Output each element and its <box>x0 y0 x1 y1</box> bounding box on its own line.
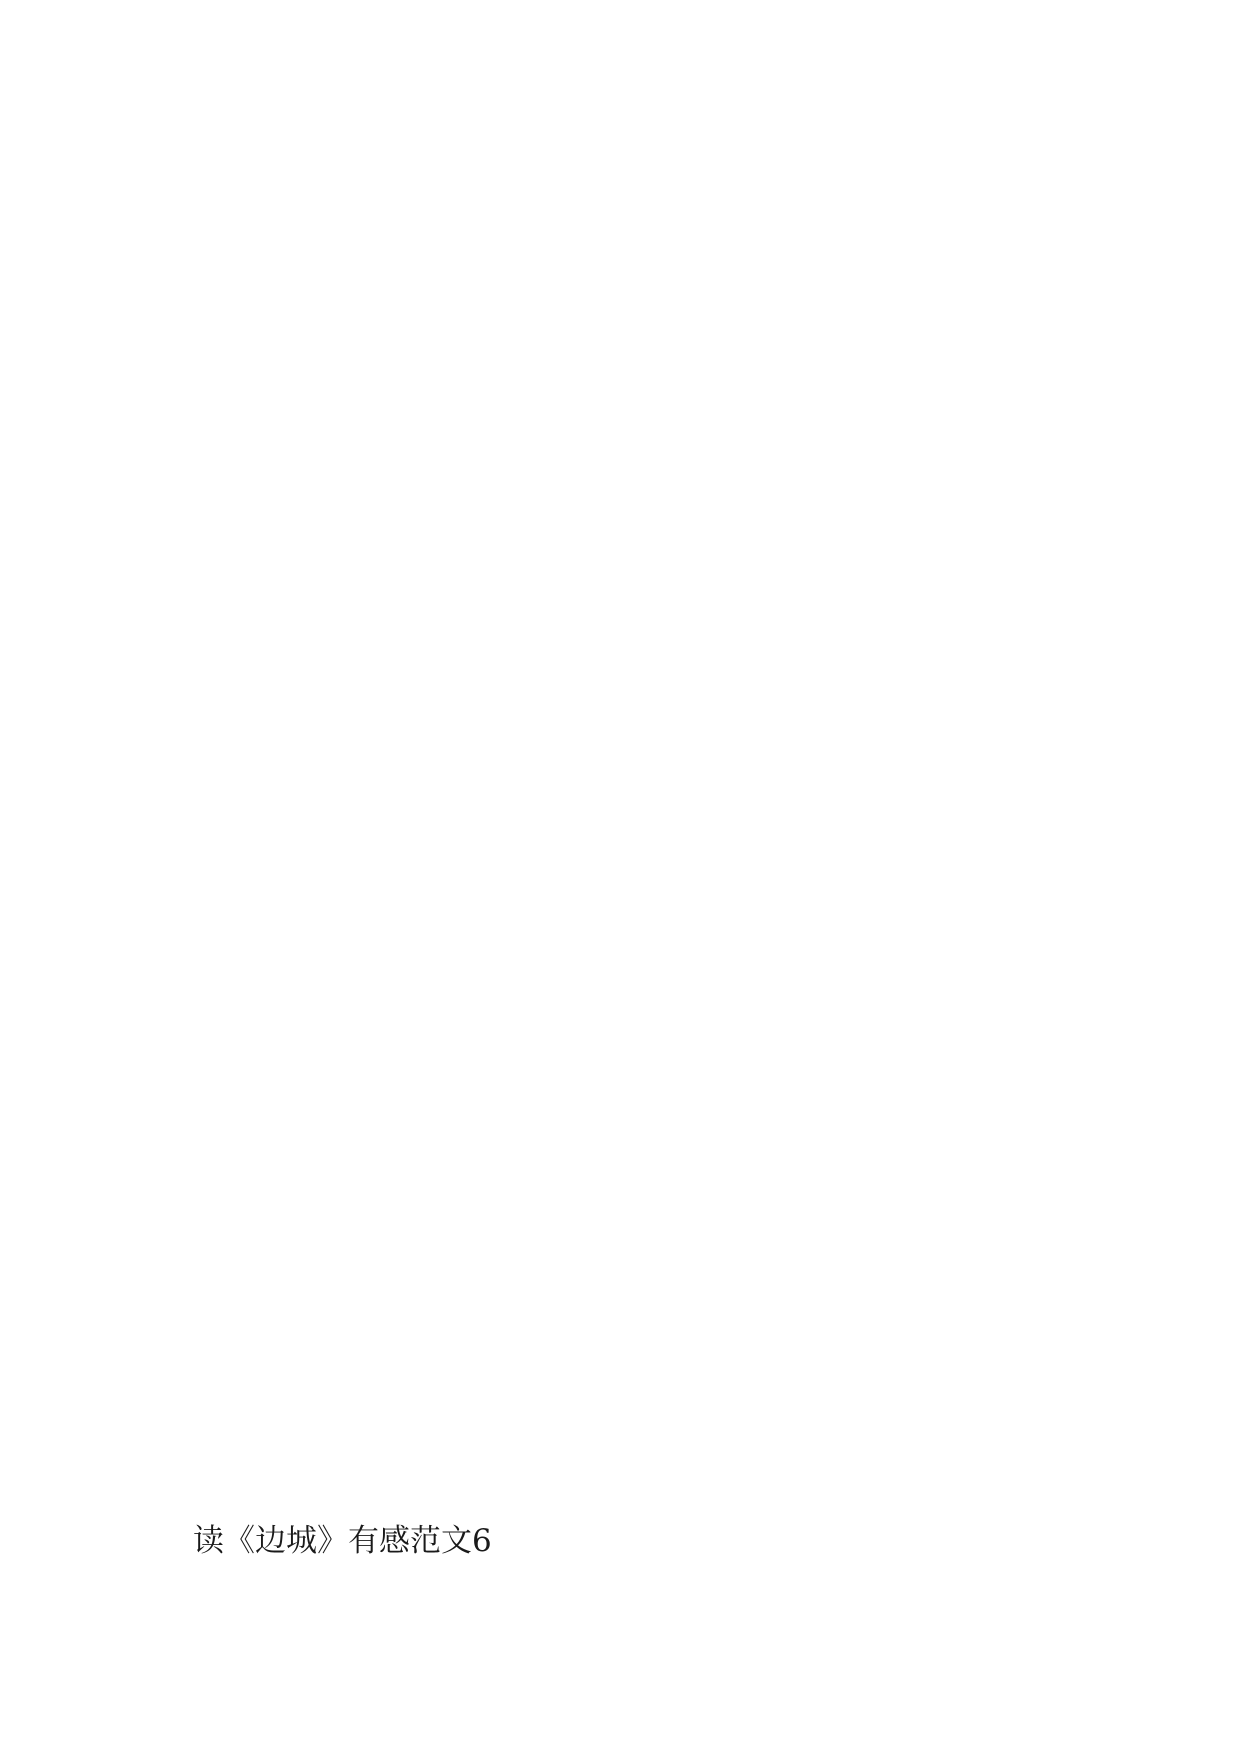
text-line <box>193 192 1055 250</box>
text-line <box>193 846 1055 904</box>
text-line <box>193 1136 1055 1194</box>
text-line <box>193 1078 1055 1136</box>
text-line <box>193 962 1055 1020</box>
paragraph-continuation <box>193 134 1055 656</box>
text-line <box>193 134 1055 192</box>
paragraph-cuicui-impression <box>193 730 1055 1484</box>
text-line <box>193 540 1055 598</box>
text-line <box>193 788 1055 846</box>
text-line <box>193 1426 1055 1484</box>
text-line <box>193 366 1055 424</box>
text-line <box>193 1194 1055 1252</box>
text-line <box>193 1252 1055 1310</box>
text-line <box>193 308 1055 366</box>
text-line <box>193 1020 1055 1078</box>
text-line <box>193 1310 1055 1368</box>
text-line <box>193 482 1055 540</box>
text-line <box>193 730 1055 788</box>
text-line <box>193 250 1055 308</box>
text-line <box>193 1368 1055 1426</box>
text-line <box>193 598 1055 656</box>
text-line <box>193 424 1055 482</box>
section-heading: 读《边城》有感范文6 <box>193 1523 492 1559</box>
text-line <box>193 904 1055 962</box>
